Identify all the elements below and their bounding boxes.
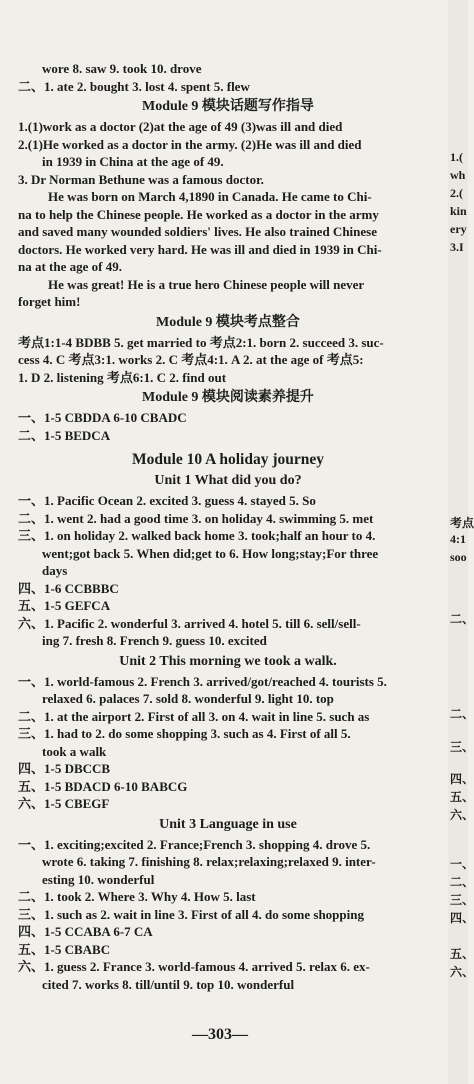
answer-line: went;got back 5. When did;get to 6. How long;stay;For three [42,545,379,561]
strip-fragment: 二、 [450,875,474,889]
module10-title: Module 10 A holiday journey [131,451,325,468]
answer-line: days [42,563,68,578]
answer-line: He was great! He is a true hero Chinese people will never [48,276,365,292]
answer-line: 五、1-5 CBABC [18,941,111,957]
answer-line: 六、1. guess 2. France 3. world-famous 4. arrived 5. relax 6. ex- [18,959,370,974]
answer-line: 二、1. went 2. had a good time 3. on holiday 4. swimming 5. met [18,510,374,526]
strip-fragment: 五、 [450,947,474,961]
answer-line: cess 4. C 考点3:1. works 2. C 考点4:1. A 2. at the age of 考点5: [18,352,364,367]
answer-line: took a walk [42,743,107,759]
answer-line: cited 7. works 8. till/until 9. top 10. wonderful [42,976,295,992]
answer-line: doctors. He worked very hard. He was ill and died in 1939 in Chi- [18,241,382,257]
module9-review-title: Module 9 模块考点整合 [156,314,300,330]
module9-reading-answers [18,409,438,444]
strip-fragment: 三、 [450,893,474,907]
answer-line: in 1939 in China at the age of 49. [42,154,224,169]
answer-line: 五、1-5 GEFCA [18,598,111,613]
module9-writing-title: Module 9 模块话题写作指导 [142,99,314,114]
strip-fragment: 3.I [450,240,464,254]
answer-line: wore 8. saw 9. took 10. drove [42,61,202,76]
answer-line: 六、1. Pacific 2. wonderful 3. arrived 4. hotel 5. till 6. sell/sell- [18,615,361,631]
strip-fragment: 六、 [450,808,474,822]
strip-fragment: 考点 [450,516,474,530]
answer-line: 二、1. at the airport 2. First of all 3. on 4. wait in line 5. such as [18,708,370,724]
unit1-answers [18,492,438,650]
unit2-answers [18,673,438,813]
strip-fragment: soo [450,550,467,564]
answer-line: 二、1. ate 2. bought 3. lost 4. spent 5. flew [18,78,250,94]
answer-line: He was born on March 4,1890 in Canada. He came to Chi- [48,189,372,204]
answer-line: 五、1-5 BDACD 6-10 BABCG [18,778,188,794]
strip-fragment: 五、 [450,790,474,804]
module9-writing-answers [18,118,438,311]
module9-reading-title: Module 9 模块阅读素养提升 [142,390,314,405]
strip-fragment: 2.( [450,186,463,200]
answer-line: 一、1. Pacific Ocean 2. excited 3. guess 4. stayed 5. So [18,493,316,508]
answer-line: 六、1-5 CBEGF [18,796,110,811]
strip-fragment: ery [450,222,467,236]
answer-line: 四、1-6 CCBBBC [18,580,119,596]
page-number: —303— [192,1026,248,1043]
strip-fragment: 三、 [450,740,474,754]
strip-fragment: 1.( [450,150,463,164]
strip-fragment: 二、 [450,707,474,721]
answer-line: 二、1-5 BEDCA [18,427,111,443]
strip-fragment: 4:1 [450,532,466,546]
answer-line: esting 10. wonderful [42,871,155,887]
answer-line: 二、1. took 2. Where 3. Why 4. How 5. last [18,889,256,904]
module9-review-answers [18,334,438,387]
strip-fragment: 四、 [450,772,474,786]
answer-line: 一、1-5 CBDDA 6-10 CBADC [18,410,187,425]
strip-fragment: 四、 [450,911,474,925]
answer-line: forget him! [18,294,81,309]
answer-line: 四、1-5 CCABA 6-7 CA [18,924,153,939]
unit1-title: Unit 1 What did you do? [154,473,302,488]
adjacent-page-strip [448,0,474,1084]
answer-line: 三、1. on holiday 2. walked back home 3. took;half an hour to 4. [18,528,376,543]
answer-line: relaxed 6. palaces 7. sold 8. wonderful 9. light 10. top [42,691,334,706]
unit3-answers [18,836,438,994]
strip-fragment: 二、 [450,612,474,626]
answer-line: 三、1. such as 2. wait in line 3. First of all 4. do some shopping [18,906,364,922]
top-answers [18,60,438,95]
answer-line: wrote 6. taking 7. finishing 8. relax;relaxing;relaxed 9. inter- [42,854,376,869]
unit3-title: Unit 3 Language in use [159,816,297,832]
answer-line: na at the age of 49. [18,259,122,274]
answer-line: ing 7. fresh 8. French 9. guess 10. excited [42,633,267,648]
answer-line: 一、1. exciting;excited 2. France;French 3. shopping 4. drove 5. [18,836,371,852]
answer-line: 1.(1)work as a doctor (2)at the age of 49 (3)was ill and died [18,119,343,134]
answer-line: 一、1. world-famous 2. French 3. arrived/got/reached 4. tourists 5. [18,673,387,689]
strip-fragment: 一、 [450,857,474,871]
answer-line: 2.(1)He worked as a doctor in the army. (2)He was ill and died [18,136,362,152]
answer-line: 三、1. had to 2. do some shopping 3. such as 4. First of all 5. [18,726,351,741]
answer-line: na to help the Chinese people. He worked as a doctor in the army [18,206,379,222]
answer-line: 1. D 2. listening 考点6:1. C 2. find out [18,369,227,385]
answer-line: 四、1-5 DBCCB [18,761,111,776]
answer-line: and saved many wounded soldiers' lives. He also trained Chinese [18,224,377,239]
answer-page [18,60,438,993]
strip-fragment: kin [450,204,467,218]
answer-line: 3. Dr Norman Bethune was a famous doctor. [18,171,264,187]
strip-fragment: 六、 [450,965,474,979]
strip-fragment: wh [450,168,466,182]
unit2-title: Unit 2 This morning we took a walk. [119,653,337,669]
answer-line: 考点1:1-4 BDBB 5. get married to 考点2:1. born 2. succeed 3. suc- [18,334,384,350]
